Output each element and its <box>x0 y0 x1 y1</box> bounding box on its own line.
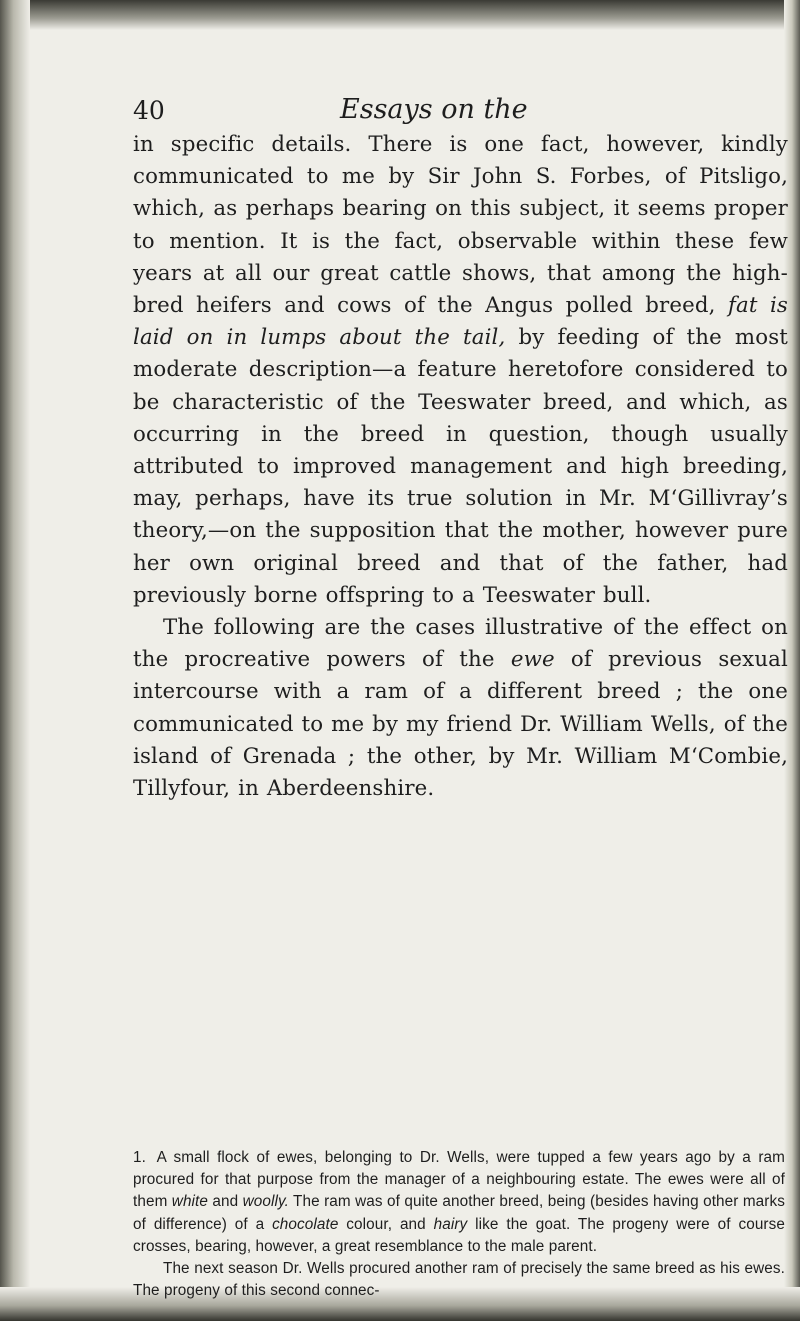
footnote-paragraph-1 <box>133 1147 785 1258</box>
paragraph-2 <box>133 612 788 805</box>
page-shadow-left <box>0 0 30 1321</box>
paragraph-1-text-b: by feeding of the most moderate description—a feature heretofore considered to be characteristic of the Teeswater breed, and which, as occurring in the breed in question, though usually attributed to improved management and high breeding, may, perhaps, have its true solution in Mr. M‘Gillivray’s theory,—on the supposition that the mother, however pure her own original breed and that of the father, had previously borne offspring to a Teeswater bull. <box>133 325 789 608</box>
paragraph-2-text-a: The following are the cases illustrative of the effect on the procreative powers of the <box>133 615 788 673</box>
footnote-number: 1. <box>133 1149 146 1166</box>
footnote-text-d: like the goat. The progeny were of course crosses, bearing, however, a great resemblance to the male parent. <box>133 1215 785 1255</box>
paragraph-2-text-b: of previous sexual intercourse with a ram of a different breed ; the one communicated to me by my friend Dr. William Wells, of the island of Grenada ; the other, by Mr. William M‘Combie, Tillyfour, in Aberdeenshire. <box>133 647 788 802</box>
paragraph-2-italic: ewe <box>510 647 555 673</box>
footnote <box>133 1147 785 1302</box>
footnote-italic-white: white <box>171 1193 209 1211</box>
paragraph-1-text-a: in specific details. There is one fact, however, kindly communicated to me by Sir John S. Forbes, of Pitsligo, which, as perhaps bearing on this subject, it seems proper to mention. It is the fact, observable within these few years at all our great cattle shows, that among the high-bred heifers and cows of the Angus polled breed, <box>133 132 788 319</box>
paragraph-1 <box>133 129 788 612</box>
footnote-text-c: colour, and <box>338 1215 434 1233</box>
footnote-italic-chocolate: chocolate <box>272 1215 339 1233</box>
footnote-italic-woolly: woolly. <box>242 1193 289 1211</box>
body-text <box>133 129 788 805</box>
page-number: 40 <box>133 96 165 125</box>
running-title: Essays on the <box>340 94 528 125</box>
paragraph-1-italic: fat is laid on in lumps about the tail, <box>133 293 788 351</box>
footnote-paragraph-2: The next season Dr. Wells procured another ram of precisely the same breed as his ewes. The progeny of this second connec- <box>133 1260 785 1300</box>
footnote-italic-hairy: hairy <box>433 1215 468 1233</box>
footnote-text-a: A small flock of ewes, belonging to Dr. Wells, were tupped a few years ago by a ram procured for that purpose from the manager of a neighbouring estate. The ewes were all of them <box>133 1149 785 1211</box>
page-shadow-top <box>0 0 800 30</box>
footnote-text-b: The ram was of quite another breed, being (besides having other marks of difference) of a <box>133 1193 785 1233</box>
footnote-text-and: and <box>208 1193 243 1211</box>
